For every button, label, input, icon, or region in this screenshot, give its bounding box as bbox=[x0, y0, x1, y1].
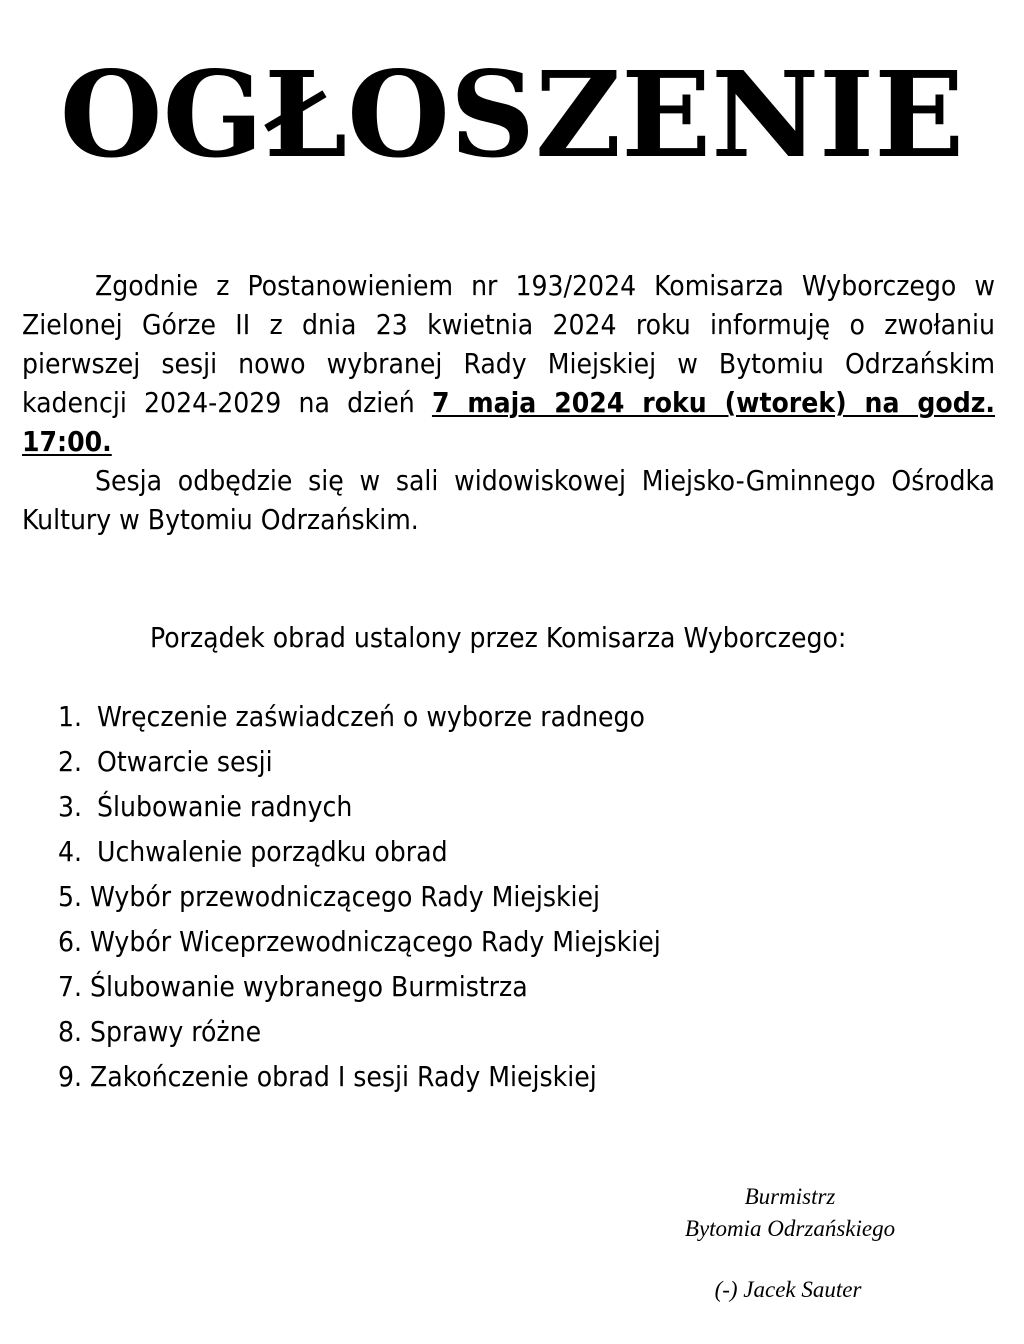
session-date-emphasis: 7 maja 2024 roku (wtorek) na godz. 17:00. bbox=[22, 386, 996, 458]
item-number: 4. bbox=[58, 835, 83, 868]
list-item bbox=[58, 784, 661, 829]
item-text: Wybór przewodniczącego Rady Miejskiej bbox=[90, 880, 601, 913]
item-text: Wybór Wiceprzewodniczącego Rady Miejskiej bbox=[90, 925, 661, 958]
item-number: 5. bbox=[58, 880, 83, 913]
item-number: 2. bbox=[58, 745, 83, 778]
announcement-paragraph bbox=[22, 266, 995, 461]
item-text: Wręczenie zaświadczeń o wyborze radnego bbox=[97, 700, 645, 733]
list-item bbox=[58, 1054, 661, 1099]
item-number: 1. bbox=[58, 700, 83, 733]
signature-place: Bytomia Odrzańskiego bbox=[684, 1216, 896, 1241]
signature-role: Burmistrz bbox=[744, 1184, 836, 1209]
signature-name: (-) Jacek Sauter bbox=[714, 1277, 862, 1302]
item-number: 7. bbox=[58, 970, 83, 1003]
item-number: 8. bbox=[58, 1015, 83, 1048]
list-item bbox=[58, 1009, 661, 1054]
item-number: 9. bbox=[58, 1060, 83, 1093]
location-text: Sesja odbędzie się w sali widowiskowej Miejsko-Gminnego Ośrodka Kultury w Bytomiu Odrzańskim. bbox=[22, 464, 995, 536]
item-number: 3. bbox=[58, 790, 83, 823]
item-text: Ślubowanie wybranego Burmistrza bbox=[90, 970, 528, 1003]
item-text: Zakończenie obrad I sesji Rady Miejskiej bbox=[90, 1060, 597, 1093]
item-text: Otwarcie sesji bbox=[97, 745, 273, 778]
item-text: Ślubowanie radnych bbox=[97, 790, 353, 823]
item-text: Uchwalenie porządku obrad bbox=[97, 835, 448, 868]
item-text: Sprawy różne bbox=[90, 1015, 262, 1048]
session-location-paragraph bbox=[22, 461, 995, 539]
item-number: 6. bbox=[58, 925, 83, 958]
list-item bbox=[58, 739, 661, 784]
list-item bbox=[58, 829, 661, 874]
agenda-heading: Porządek obrad ustalony przez Komisarza Wyborczego: bbox=[150, 621, 847, 654]
list-item bbox=[58, 874, 661, 919]
agenda-list bbox=[58, 694, 661, 1099]
paragraph-text: Zgodnie z Postanowieniem nr 193/2024 Komisarza Wyborczego w Zielonej Górze II z dnia 23 kwietnia 2024 roku informuję o zwołaniu pierwszej sesji nowo wybranej Rady Miejskiej w Bytomiu Odrzańskim kadencji 2024-2029 na dzień bbox=[22, 269, 995, 419]
list-item bbox=[58, 694, 661, 739]
list-item bbox=[58, 919, 661, 964]
announcement-title: OGŁOSZENIE bbox=[59, 45, 965, 184]
list-item bbox=[58, 964, 661, 1009]
